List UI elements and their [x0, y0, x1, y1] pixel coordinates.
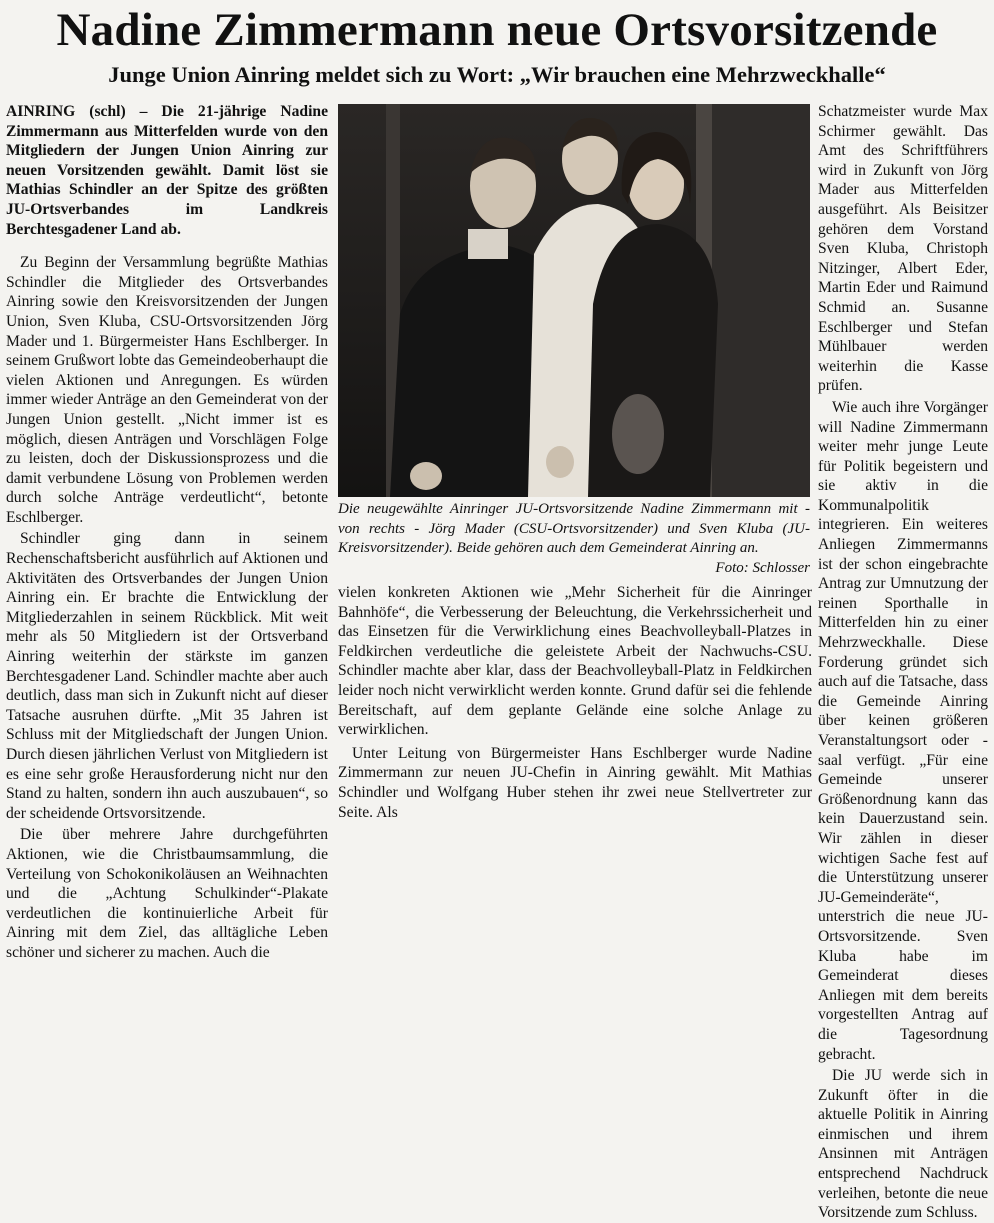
group-photo-icon: [338, 104, 810, 497]
photo-caption: [338, 500, 810, 578]
paragraph: Unter Leitung von Bürgermeister Hans Eschlberger wurde Nadine Zimmermann zur neuen JU-Chefin in Ainring gewählt. Mit Mathias Schindler und Wolfgang Huber stehen ihr zwei neue Stellvertreter zur Seite. Als: [338, 744, 812, 821]
paragraph: vielen konkreten Aktionen wie „Mehr Sicherheit für die Ainringer Bahnhöfe“, die Verbesserung der Beleuchtung, die Verkehrssicherheit und das Einsetzen für die Verwirklichung eines Beachvolleyball-Platzes in Feldkirchen verdeutliche die geleistete Arbeit der Nachwuchs-CSU. Schindler machte aber klar, dass der Beachvolleyball-Platz in Feldkirchen leider noch nicht verwirklicht werden konnte. Grund dafür sei die fehlende Bereitschaft, auf dem geplante Gelände eine solche Anlage zu verwirklichen.: [338, 584, 812, 739]
paragraph: Zu Beginn der Versammlung begrüßte Mathias Schindler die Mitglieder des Ortsverbandes Ainring sowie den Kreisvorsitzenden der Jungen Union, Sven Kluba, CSU-Ortsvorsitzenden Jörg Mader und 1. Bürgermeister Hans Eschlberger. In seinem Grußwort lobte das Gemeindeoberhaupt die vielen Aktionen und Anregungen. Es würden immer wieder Anträge an den Gemeinderat von der Jungen Union gestellt. „Nicht immer ist es möglich, diesen Anträgen und Vorschlägen Folge zu leisten, doch der Diskussionsprozess und die damit verbundene Lösung von Problemen werden durch solche Anträge verdeutlicht“, betonte Eschlberger.: [6, 254, 328, 526]
article-column-2: [338, 583, 812, 826]
paragraph: Wie auch ihre Vorgänger will Nadine Zimmermann weiter mehr junge Leute für Politik begeistern und sie aktiv in die Kommunalpolitik integrieren. Ein weiteres Anliegen Zimmermanns ist der schon eingebrachte Antrag zur Umnutzung der reinen Sporthalle in Mitterfelden hin zu einer Mehrzweckhalle. Diese Forderung gründet sich auch auf die Tatsache, dass die Gemeinde Ainring über keinen größeren Veranstaltungsort oder -saal verfügt. „Für eine Gemeinde unserer Größenordnung kann das kein Dauerzustand sein. Wir zählen in dieser wichtigen Sache fest auf die Unterstützung unserer JU-Gemeinderäte“, unterstrich die neue JU-Ortsvorsitzende. Sven Kluba habe im Gemeinderat dieses Anliegen mit dem bereits vorgestellten Antrag auf die Tagesordnung gebracht.: [818, 398, 988, 1063]
paragraph: Die JU werde sich in Zukunft öfter in die aktuelle Politik in Ainring einmischen und ihrem Ansinnen mit Anträgen entsprechend Nachdruck verleihen, betonte die neue Vorsitzende zum Schluss.: [818, 1067, 988, 1222]
article-column-3: [818, 102, 988, 1222]
paragraph: Die über mehrere Jahre durchgeführten Aktionen, wie die Christbaumsammlung, die Verteilung von Schokonikoläusen an Weihnachten und die „Achtung Schulkinder“-Plakate verdeutlichen die kontinuierliche Arbeit für Ainring mit dem Ziel, das alltägliche Leben schöner und sicherer zu machen. Auch die: [6, 826, 328, 961]
article-photo: [338, 104, 810, 497]
paragraph: Schindler ging dann in seinem Rechenschaftsbericht ausführlich auf Aktionen und Aktivitäten des Ortsverbandes der Jungen Union Ainring ein. Er brachte die Entwicklung der Mitgliederzahlen in seinem Rückblick. Mit weit mehr als 50 Mitgliedern ist der Ortsverband Ainring weiterhin der stärkste im ganzen Berchtesgadener Land. Schindler machte aber auch deutlich, dass man sich in Zukunft nicht auf dieser Tatsache ausruhen dürfte. „Mit 35 Jahren ist Schluss mit der Mitgliedschaft der Jungen Union. Durch diesen jährlichen Verlust von Mitgliedern ist es eine sehr große Herausforderung nicht nur den Stand zu halten, sondern ihn auch auszubauen“, so der scheidende Ortsvorsitzende.: [6, 530, 328, 822]
photo-credit: Foto: Schlosser: [715, 559, 810, 576]
caption-text: Die neugewählte Ainringer JU-Ortsvorsitzende Nadine Zimmermann mit - von rechts - Jörg Mader (CSU-Ortsvorsitzender) und Sven Kluba (JU-Kreisvorsitzender). Beide gehören auch dem Gemeinderat Ainring an.: [338, 501, 810, 556]
headline: Nadine Zimmermann neue Ortsvorsitzende: [56, 4, 938, 56]
lead-paragraph: AINRING (schl) – Die 21-jährige Nadine Zimmermann aus Mitterfelden wurde von den Mitgliedern der Jungen Union Ainring zur neuen Vorsitzenden gewählt. Damit löst sie Mathias Schindler an der Spitze des größten JU-Ortsverbandes im Landkreis Berchtesgadener Land ab.: [6, 103, 328, 238]
subheadline: Junge Union Ainring meldet sich zu Wort: „Wir brauchen eine Mehrzweckhalle“: [108, 62, 886, 87]
article-column-1: [6, 102, 328, 961]
paragraph: Schatzmeister wurde Max Schirmer gewählt. Das Amt des Schriftführers wird in Zukunft von Jörg Mader aus Mitterfelden ausgeführt. Als Beisitzer gehören dem Vorstand Sven Kluba, Christoph Nitzinger, Albert Eder, Martin Eder und Raimund Schmid an. Susanne Eschlberger und Stefan Mühlbauer werden weiterhin die Kasse prüfen.: [818, 103, 988, 395]
